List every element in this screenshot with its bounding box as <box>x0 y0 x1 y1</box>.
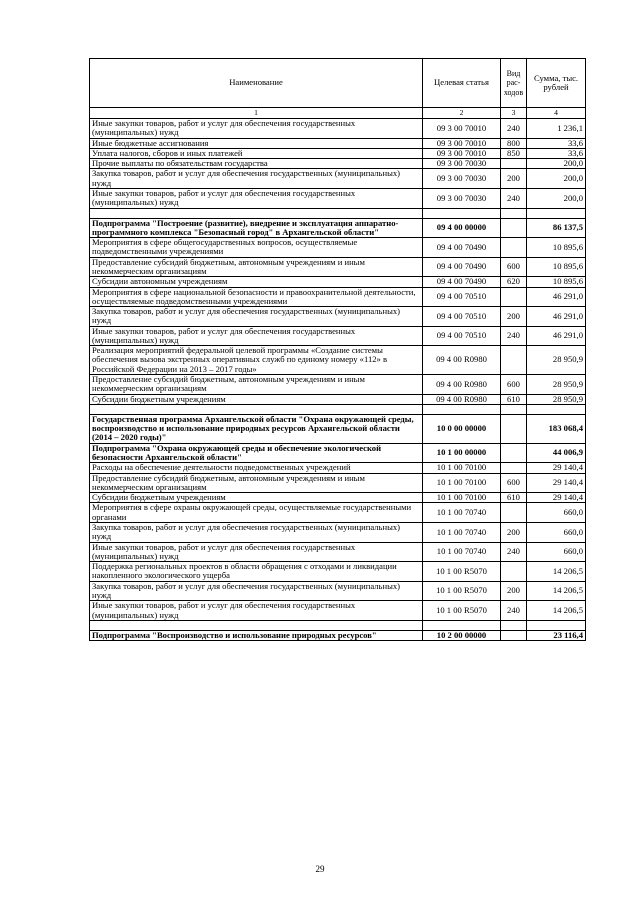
spacer-cell <box>501 404 527 414</box>
code-cell: 09 3 00 70030 <box>423 188 501 208</box>
name-cell: Иные бюджетные ассигнования <box>90 138 423 148</box>
name-cell: Субсидии бюджетным учреждениям <box>90 493 423 503</box>
type-cell: 200 <box>501 307 527 327</box>
sum-cell: 46 291,0 <box>527 326 586 346</box>
type-cell <box>501 443 527 463</box>
code-cell: 10 1 00 70100 <box>423 463 501 473</box>
header-type: Вид рас-ходов <box>501 59 527 108</box>
code-cell: 10 1 00 00000 <box>423 443 501 463</box>
name-cell: Расходы на обеспечение деятельности подведомственных учреждений <box>90 463 423 473</box>
code-cell: 10 1 00 70100 <box>423 493 501 503</box>
code-cell: 10 2 00 00000 <box>423 630 501 640</box>
type-cell: 200 <box>501 522 527 542</box>
type-cell <box>501 238 527 258</box>
spacer-row <box>90 404 586 414</box>
sum-cell: 1 236,1 <box>527 119 586 139</box>
table-row <box>90 138 586 148</box>
sum-cell: 29 140,4 <box>527 463 586 473</box>
spacer-cell <box>423 208 501 218</box>
sum-cell: 44 006,9 <box>527 443 586 463</box>
sum-cell: 10 895,6 <box>527 277 586 287</box>
sum-cell: 660,0 <box>527 542 586 562</box>
code-cell: 09 4 00 70510 <box>423 307 501 327</box>
name-cell: Реализация мероприятий федеральной целевой программы «Создание системы обеспечения вызова экстренных оперативных служб по единому номеру «112» в Российской Федерации на 2013 – 2017 годы» <box>90 346 423 375</box>
spacer-cell <box>423 620 501 630</box>
code-cell: 09 4 00 70490 <box>423 238 501 258</box>
spacer-cell <box>527 620 586 630</box>
sum-cell: 10 895,6 <box>527 238 586 258</box>
table-row <box>90 542 586 562</box>
type-cell <box>501 287 527 307</box>
sum-cell: 660,0 <box>527 522 586 542</box>
spacer-cell <box>90 404 423 414</box>
page-number: 29 <box>315 864 325 874</box>
code-cell: 09 3 00 70010 <box>423 148 501 158</box>
code-cell: 10 0 00 00000 <box>423 414 501 443</box>
name-cell: Предоставление субсидий бюджетным, автономным учреждениям и иным некоммерческим организациям <box>90 473 423 493</box>
sum-cell: 86 137,5 <box>527 218 586 238</box>
type-cell: 240 <box>501 326 527 346</box>
spacer-cell <box>501 208 527 218</box>
sum-cell: 10 895,6 <box>527 257 586 277</box>
table-row <box>90 169 586 189</box>
type-cell: 600 <box>501 473 527 493</box>
header-sum: Сумма, тыс. рублей <box>527 59 586 108</box>
spacer-cell <box>90 620 423 630</box>
code-cell: 09 3 00 70010 <box>423 138 501 148</box>
header-code: Целевая статья <box>423 59 501 108</box>
type-cell: 240 <box>501 601 527 621</box>
sum-cell: 29 140,4 <box>527 493 586 503</box>
table-row <box>90 148 586 158</box>
sum-cell: 33,6 <box>527 148 586 158</box>
table-row <box>90 119 586 139</box>
name-cell: Поддержка региональных проектов в области обращения с отходами и ликвидации накопленного экологического ущерба <box>90 562 423 582</box>
sum-cell: 28 950,9 <box>527 394 586 404</box>
code-cell: 09 4 00 70510 <box>423 326 501 346</box>
name-cell: Предоставление субсидий бюджетным, автономным учреждениям и иным некоммерческим организациям <box>90 375 423 395</box>
name-cell: Закупка товаров, работ и услуг для обеспечения государственных (муниципальных) нужд <box>90 522 423 542</box>
spacer-cell <box>501 620 527 630</box>
name-cell: Иные закупки товаров, работ и услуг для обеспечения государственных (муниципальных) нужд <box>90 326 423 346</box>
sum-cell: 14 206,5 <box>527 581 586 601</box>
table-row <box>90 522 586 542</box>
code-cell: 09 4 00 R0980 <box>423 394 501 404</box>
header-name: Наименование <box>90 59 423 108</box>
type-cell <box>501 218 527 238</box>
spacer-cell <box>527 404 586 414</box>
name-cell: Подпрограмма "Построение (развитие), внедрение и эксплуатация аппаратно-программного комплекса "Безопасный город" в Архангельской области" <box>90 218 423 238</box>
type-cell: 610 <box>501 493 527 503</box>
table-row <box>90 287 586 307</box>
name-cell: Мероприятия в сфере общегосударственных вопросов, осуществляемые подведомственными учреждениями <box>90 238 423 258</box>
column-number: 4 <box>527 108 586 119</box>
name-cell: Прочие выплаты по обязательствам государства <box>90 159 423 169</box>
table-row <box>90 601 586 621</box>
spacer-cell <box>527 208 586 218</box>
code-cell: 10 1 00 70740 <box>423 522 501 542</box>
table-row <box>90 159 586 169</box>
table-row <box>90 581 586 601</box>
code-cell: 10 1 00 70740 <box>423 503 501 523</box>
column-number: 1 <box>90 108 423 119</box>
type-cell <box>501 630 527 640</box>
sum-cell: 200,0 <box>527 188 586 208</box>
type-cell: 200 <box>501 169 527 189</box>
name-cell: Иные закупки товаров, работ и услуг для обеспечения государственных (муниципальных) нужд <box>90 188 423 208</box>
name-cell: Мероприятия в сфере охраны окружающей среды, осуществляемые государственными органами <box>90 503 423 523</box>
sum-cell: 46 291,0 <box>527 307 586 327</box>
type-cell <box>501 463 527 473</box>
name-cell: Закупка товаров, работ и услуг для обеспечения государственных (муниципальных) нужд <box>90 581 423 601</box>
sum-cell: 28 950,9 <box>527 375 586 395</box>
sum-cell: 183 068,4 <box>527 414 586 443</box>
table-row <box>90 473 586 493</box>
type-cell: 240 <box>501 119 527 139</box>
table-row <box>90 326 586 346</box>
type-cell: 240 <box>501 188 527 208</box>
table-body <box>90 119 586 641</box>
table-row <box>90 307 586 327</box>
spacer-row <box>90 208 586 218</box>
sum-cell: 14 206,5 <box>527 562 586 582</box>
code-cell: 10 1 00 R5070 <box>423 562 501 582</box>
sum-cell: 200,0 <box>527 159 586 169</box>
name-cell: Закупка товаров, работ и услуг для обеспечения государственных (муниципальных) нужд <box>90 307 423 327</box>
type-cell <box>501 414 527 443</box>
type-cell: 620 <box>501 277 527 287</box>
type-cell: 610 <box>501 394 527 404</box>
sum-cell: 660,0 <box>527 503 586 523</box>
name-cell: Мероприятия в сфере национальной безопасности и правоохранительной деятельности, осуществляемые подведомственными учреждениями <box>90 287 423 307</box>
code-cell: 09 4 00 70490 <box>423 277 501 287</box>
type-cell: 200 <box>501 581 527 601</box>
table-header-row <box>90 59 586 108</box>
code-cell: 10 1 00 70100 <box>423 473 501 493</box>
spacer-row <box>90 620 586 630</box>
name-cell: Подпрограмма "Охрана окружающей среды и обеспечение экологической безопасности Архангельской области" <box>90 443 423 463</box>
code-cell: 09 3 00 70030 <box>423 169 501 189</box>
table-row <box>90 394 586 404</box>
spacer-cell <box>90 208 423 218</box>
name-cell: Предоставление субсидий бюджетным, автономным учреждениям и иным некоммерческим организациям <box>90 257 423 277</box>
code-cell: 09 4 00 00000 <box>423 218 501 238</box>
table-row <box>90 493 586 503</box>
code-cell: 10 1 00 R5070 <box>423 601 501 621</box>
program-row <box>90 630 586 640</box>
name-cell: Иные закупки товаров, работ и услуг для обеспечения государственных (муниципальных) нужд <box>90 601 423 621</box>
table-row <box>90 503 586 523</box>
program-row <box>90 443 586 463</box>
type-cell <box>501 346 527 375</box>
code-cell: 09 3 00 70010 <box>423 119 501 139</box>
column-number: 2 <box>423 108 501 119</box>
code-cell: 09 3 00 70030 <box>423 159 501 169</box>
sum-cell: 46 291,0 <box>527 287 586 307</box>
code-cell: 10 1 00 70740 <box>423 542 501 562</box>
table-row <box>90 562 586 582</box>
table-row <box>90 257 586 277</box>
column-number: 3 <box>501 108 527 119</box>
budget-table <box>89 58 586 641</box>
type-cell <box>501 159 527 169</box>
table-row <box>90 375 586 395</box>
table-row <box>90 238 586 258</box>
type-cell: 850 <box>501 148 527 158</box>
program-row <box>90 414 586 443</box>
name-cell: Иные закупки товаров, работ и услуг для обеспечения государственных (муниципальных) нужд <box>90 542 423 562</box>
sum-cell: 14 206,5 <box>527 601 586 621</box>
table-row <box>90 277 586 287</box>
type-cell: 600 <box>501 257 527 277</box>
name-cell: Подпрограмма "Воспроизводство и использование природных ресурсов" <box>90 630 423 640</box>
name-cell: Уплата налогов, сборов и иных платежей <box>90 148 423 158</box>
spacer-cell <box>423 404 501 414</box>
type-cell: 800 <box>501 138 527 148</box>
code-cell: 09 4 00 70490 <box>423 257 501 277</box>
sum-cell: 33,6 <box>527 138 586 148</box>
sum-cell: 28 950,9 <box>527 346 586 375</box>
program-row <box>90 218 586 238</box>
name-cell: Субсидии бюджетным учреждениям <box>90 394 423 404</box>
table-row <box>90 188 586 208</box>
sum-cell: 29 140,4 <box>527 473 586 493</box>
code-cell: 09 4 00 R0980 <box>423 375 501 395</box>
sum-cell: 23 116,4 <box>527 630 586 640</box>
sum-cell: 200,0 <box>527 169 586 189</box>
table-row <box>90 346 586 375</box>
name-cell: Иные закупки товаров, работ и услуг для обеспечения государственных (муниципальных) нужд <box>90 119 423 139</box>
code-cell: 09 4 00 70510 <box>423 287 501 307</box>
table-row <box>90 463 586 473</box>
type-cell: 240 <box>501 542 527 562</box>
name-cell: Государственная программа Архангельской области "Охрана окружающей среды, воспроизводство и использование природных ресурсов Архангельской области (2014 – 2020 годы)" <box>90 414 423 443</box>
type-cell <box>501 562 527 582</box>
code-cell: 09 4 00 R0980 <box>423 346 501 375</box>
type-cell: 600 <box>501 375 527 395</box>
name-cell: Закупка товаров, работ и услуг для обеспечения государственных (муниципальных) нужд <box>90 169 423 189</box>
code-cell: 10 1 00 R5070 <box>423 581 501 601</box>
type-cell <box>501 503 527 523</box>
name-cell: Субсидии автономным учреждениям <box>90 277 423 287</box>
column-number-row <box>90 108 586 119</box>
